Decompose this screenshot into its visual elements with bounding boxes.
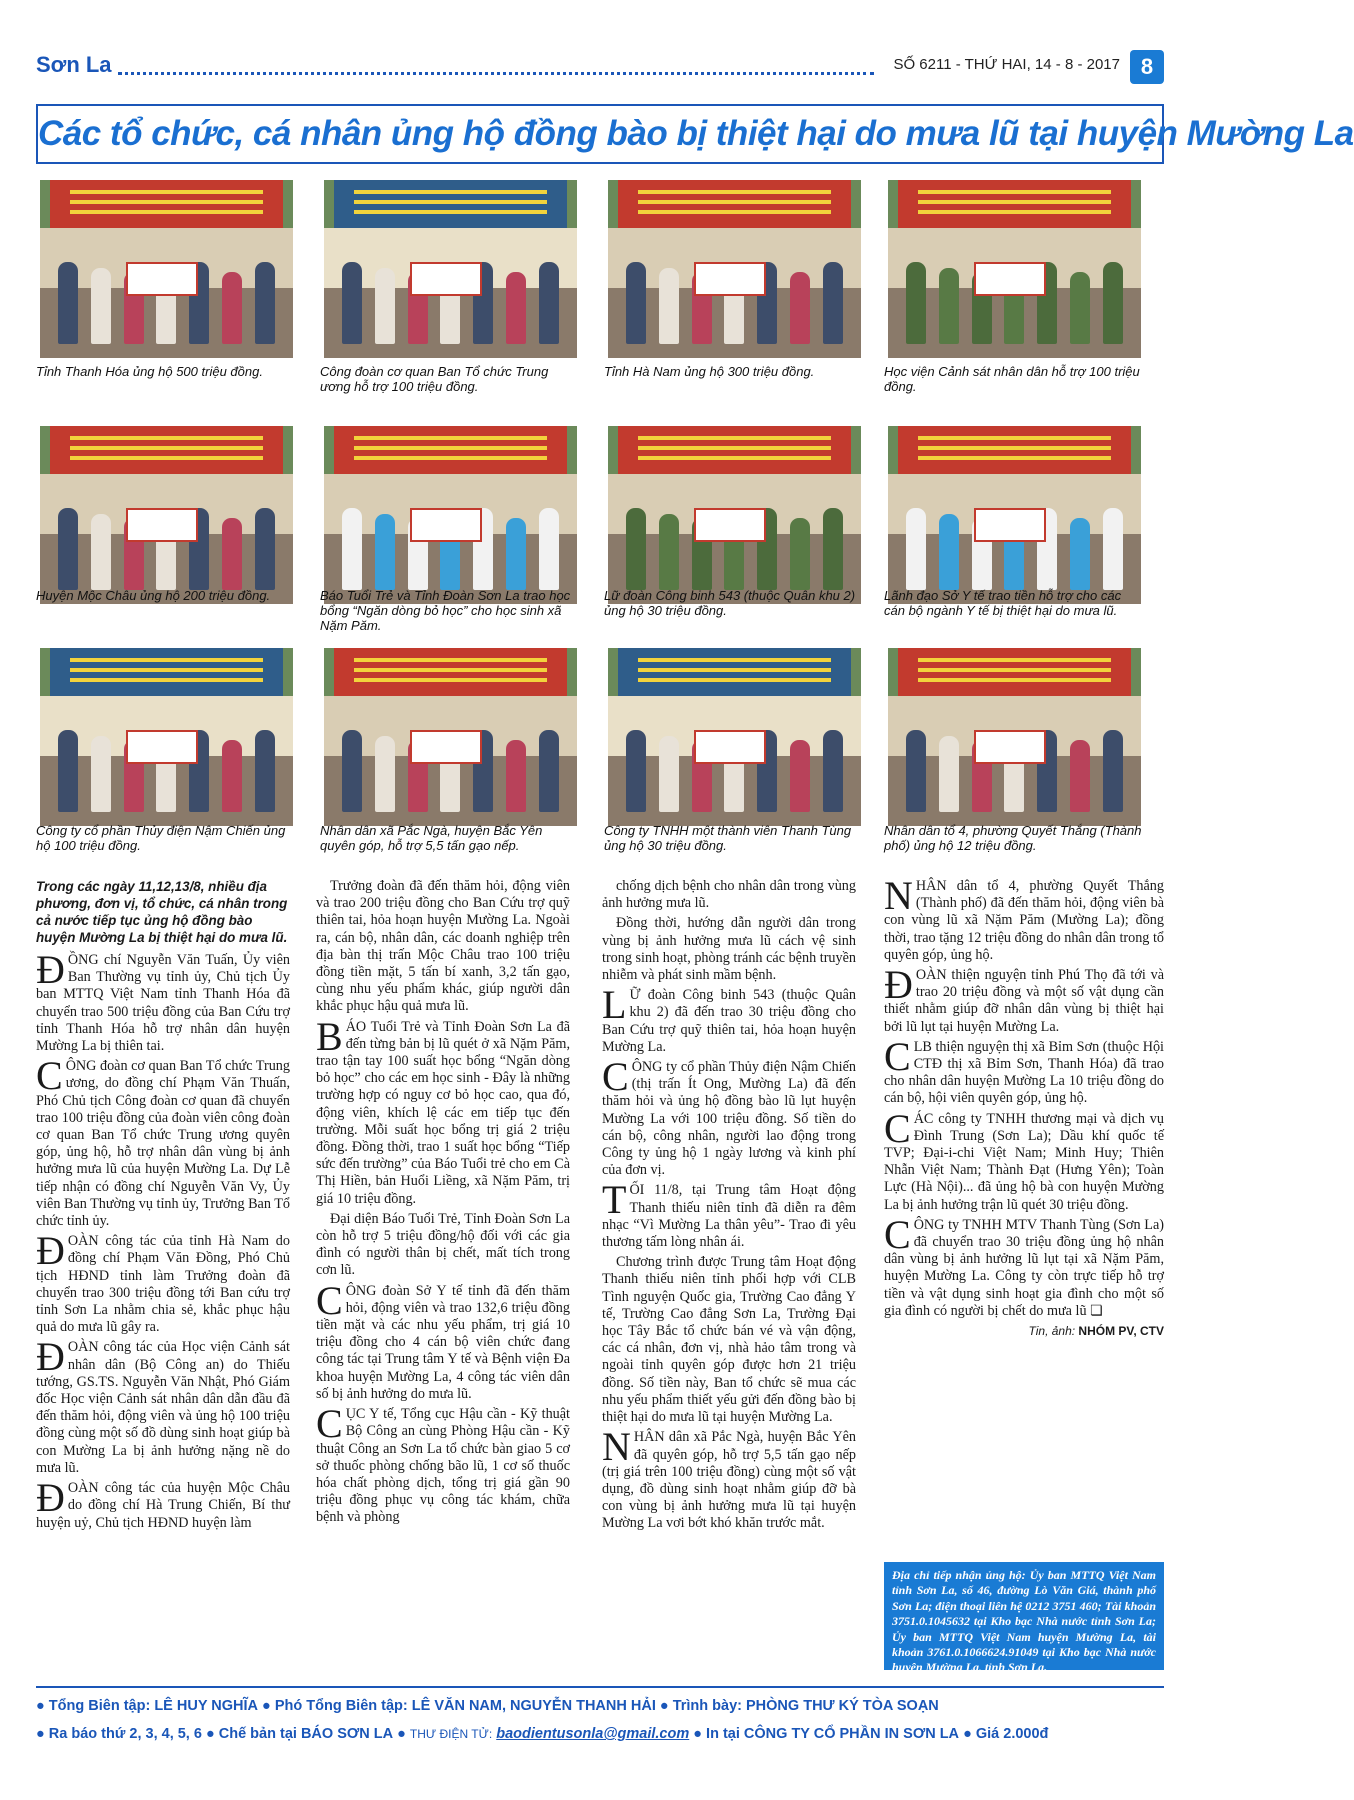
- article-paragraph: CÔNG ty TNHH MTV Thanh Tùng (Sơn La) đã chuyển trao 30 triệu đồng ủng hộ nhân dân vùng bị ảnh hưởng lũ lụt tại xã Nặm Păm, huyện Mường La. Công ty còn trực tiếp hỗ trợ tiền và vật dụng sinh hoạt gia đình cho một số gia đình có người bị chết do mưa lũ ❏: [884, 1211, 1164, 1319]
- page-number: 8: [1130, 50, 1164, 84]
- article-paragraph: chống dịch bệnh cho nhân dân trong vùng ảnh hưởng mưa lũ.: [602, 878, 856, 912]
- article-paragraph: NHÂN dân tổ 4, phường Quyết Thắng (Thành phố) đã đến thăm hỏi, động viên bà con vùng lũ xã Nặm Păm (Mường La); đồng thời, trao tặng 12 triệu đồng do nhân dân trong tổ quyên góp, ủng hộ.: [884, 873, 1164, 963]
- photo-11: [608, 648, 861, 826]
- price: Giá 2.000đ: [975, 1726, 1049, 1742]
- article-paragraph: CLB thiện nguyện thị xã Bỉm Sơn (thuộc Hội CTĐ thị xã Bỉm Sơn, Thanh Hóa) đã trao cho nhân dân huyện Mường La 10 triệu đồng do cán bộ, hội viên quyên góp, ủng hộ.: [884, 1033, 1164, 1107]
- photo-caption-1: Tỉnh Thanh Hóa ủng hộ 500 triệu đồng.: [36, 364, 263, 379]
- email-label: THƯ ĐIỆN TỬ:: [409, 1727, 493, 1741]
- prepress-info: Chế bản tại BÁO SƠN LA: [218, 1726, 394, 1742]
- footer-line-1: ● Tổng Biên tập: LÊ HUY NGHĨA ● Phó Tổng Biên tập: LÊ VĂN NAM, NGUYỄN THANH HẢI ● Trình bày: PHÒNG THƯ KÝ TÒA SOẠN: [36, 1698, 939, 1714]
- photo-caption-12: Nhân dân tổ 4, phường Quyết Thắng (Thành phố) ủng hộ 12 triệu đồng.: [884, 823, 1142, 853]
- article-paragraph: Chương trình được Trung tâm Hoạt động Thanh thiếu niên tỉnh phối hợp với CLB Tình nguyện Quốc gia, Trường Cao đẳng Y tế, Trường Cao đẳng Sơn La, Trường Đại học Tây Bắc tổ chức bán vé và vận động, các cá nhân, đơn vị, nhà hảo tâm trong và ngoài tỉnh quyên góp được hơn 21 triệu đồng. Số tiền này, Ban tổ chức sẽ mua các nhu yếu phẩm thiết yếu gửi đến đồng bào bị thiệt hại do mưa lũ tại huyện Mường La.: [602, 1254, 856, 1426]
- photo-caption-6: Báo Tuổi Trẻ và Tỉnh Đoàn Sơn La trao học bổng “Ngăn dòng bỏ học” cho học sinh xã Nặm Păm.: [320, 588, 571, 633]
- photo-caption-8: Lãnh đạo Sở Y tế trao tiền hỗ trợ cho các cán bộ ngành Y tế bị thiệt hại do mưa lũ.: [884, 588, 1122, 618]
- header-rule: [118, 72, 874, 75]
- photo-caption-3: Tỉnh Hà Nam ủng hộ 300 triệu đồng.: [604, 364, 815, 379]
- photo-10: [324, 648, 577, 826]
- article-paragraph: ĐỒNG chí Nguyễn Văn Tuấn, Ủy viên Ban Thường vụ tỉnh ủy, Chủ tịch Ủy ban MTTQ Việt Nam tỉnh Thanh Hóa đã chuyển trao 500 triệu đồng của Ban Cứu trợ tỉnh Thanh Hóa hỗ trợ nhân dân huyện Mường La bị thiên tai.: [36, 947, 290, 1055]
- headline-box: [36, 104, 1354, 164]
- photo-caption-2: Công đoàn cơ quan Ban Tổ chức Trung ương hỗ trợ 100 triệu đồng.: [320, 364, 549, 394]
- article-paragraph: CỤC Y tế, Tổng cục Hậu cần - Kỹ thuật Bộ Công an cùng Phòng Hậu cần - Kỹ thuật Công an Sơn La tổ chức bàn giao 5 cơ sở thuốc phòng chống bão lũ, 1 cơ số thuốc hóa chất phòng dịch, tổng trị giá gần 90 triệu đồng phục vụ công tác khám, chữa bệnh và phòng: [316, 1401, 570, 1526]
- masthead: [36, 50, 1164, 86]
- article-paragraph: LỮ đoàn Công binh 543 (thuộc Quân khu 2) đã đến trao 30 triệu đồng cho Ban Cứu trợ quỹ thiên tai, hỏa hoạn huyện Mường La.: [602, 982, 856, 1055]
- layout-dept: PHÒNG THƯ KÝ TÒA SOẠN: [746, 1698, 939, 1714]
- editor-name: LÊ HUY NGHĨA: [154, 1698, 258, 1714]
- end-mark-icon: ❏: [1090, 1302, 1103, 1319]
- photo-5: [40, 426, 293, 604]
- article-paragraph: CÔNG đoàn cơ quan Ban Tổ chức Trung ương, do đồng chí Phạm Văn Thuấn, Phó Chủ tịch Công đoàn cơ quan đã chuyển trao 100 triệu đồng của đoàn viên công đoàn cơ quan Ban Tổ chức Trung ương quyên góp, ủng hộ, hỗ trợ nhân dân vùng bị ảnh hưởng mưa lũ của huyện Mường La. Dự Lễ tiếp nhận có đồng chí Nguyễn Văn Vy, Ủy viên Ban Thường vụ tỉnh ủy, Trưởng Ban Tổ chức tỉnh ủy.: [36, 1053, 290, 1230]
- photo-caption-10: Nhân dân xã Pắc Ngà, huyện Bắc Yên quyên góp, hỗ trợ 5,5 tấn gạo nếp.: [320, 823, 543, 853]
- layout-label: Trình bày:: [672, 1698, 742, 1714]
- article-column-4: [884, 873, 1164, 1340]
- photo-7: [608, 426, 861, 604]
- article-paragraph: ĐOÀN công tác của Học viện Cảnh sát nhân dân (Bộ Công an) do Thiếu tướng, GS.TS. Nguyễn Văn Nhật, Phó Giám đốc Học viện Cảnh sát nhân dân dẫn đầu đã đến thăm hỏi, động viên và ủng hộ 100 triệu đồng cùng một số đồ dùng sinh hoạt giúp bà con Mường La bị ảnh hưởng nặng nề do mưa lũ.: [36, 1334, 290, 1476]
- headline: Các tổ chức, cá nhân ủng hộ đồng bào bị thiệt hại do mưa lũ tại huyện Mường La: [38, 114, 1354, 153]
- photo-3: [608, 180, 861, 358]
- article-paragraph: ĐOÀN công tác của tỉnh Hà Nam do đồng chí Phạm Văn Đồng, Phó Chủ tịch HĐND tỉnh làm Trưởng đoàn đã chuyển trao 300 triệu đồng tới Ban cứu trợ tỉnh Sơn La nhằm chia sẻ, khắc phục hậu quả do mưa lũ gây ra.: [36, 1228, 290, 1336]
- article-paragraph: ĐOÀN thiện nguyện tỉnh Phú Thọ đã tới và trao 20 triệu đồng và một số vật dụng cần thiết nhằm giúp đỡ nhân dân vùng bị thiệt hại bởi lũ lụt tại huyện Mường La.: [884, 962, 1164, 1035]
- article-paragraph: CÔNG ty cổ phần Thủy điện Nậm Chiến (thị trấn Ít Ong, Mường La) đã đến thăm hỏi và ủng hộ đồng bào lũ lụt huyện Mường La với 100 triệu đồng. Số tiền do cán bộ, công nhân, người lao động trong Công ty ủng hộ 1 ngày lương và kinh phí của đơn vị.: [602, 1054, 856, 1179]
- byline-prefix: Tin, ảnh:: [1028, 1324, 1079, 1339]
- photo-2: [324, 180, 577, 358]
- publishing-schedule: Ra báo thứ 2, 3, 4, 5, 6: [48, 1726, 202, 1742]
- article-lead: Trong các ngày 11,12,13/8, nhiều địa phương, đơn vị, tổ chức, cá nhân trong cả nước tiếp tục ủng hộ đồng bào huyện Mường La bị thiệt hại do mưa lũ.: [36, 879, 288, 945]
- photo-caption-5: Huyện Mộc Châu ủng hộ 200 triệu đồng.: [36, 588, 271, 603]
- article-column-2: [316, 878, 570, 1530]
- article-paragraph: CÁC công ty TNHH thương mại và dịch vụ Đình Trung (Sơn La); Dầu khí quốc tế TVP; Đại-i-chi Việt Nam; Minh Huy; Thiên Nhẫn Việt Nam; Thành Đạt (Hưng Yên); Toàn Lực (Hà Nội)... đã ủng hộ bà con huyện Mường La bị ảnh hưởng trận lũ quét 30 triệu đồng.: [884, 1105, 1164, 1213]
- donation-info-box: Địa chỉ tiếp nhận ủng hộ: Ủy ban MTTQ Việt Nam tỉnh Sơn La, số 46, đường Lò Văn Giá, thành phố Sơn La; điện thoại liên hệ 0212 3751 460; Tài khoản 3751.0.1045632 tại Kho bạc Nhà nước tỉnh Sơn La; Ủy ban MTTQ Việt Nam huyện Mường La, tài khoản 3761.0.1066624.91049 tại Kho bạc Nhà nước huyện Mường La, tỉnh Sơn La.: [884, 1562, 1164, 1670]
- printer-info: In tại CÔNG TY CỔ PHẦN IN SƠN LA: [706, 1726, 960, 1742]
- footer: [36, 1686, 1164, 1756]
- section-name: Sơn La: [36, 52, 112, 77]
- article-column-1: [36, 878, 290, 1535]
- photo-12: [888, 648, 1141, 826]
- article-paragraph: ĐOÀN công tác của huyện Mộc Châu do đồng chí Hà Trung Chiến, Bí thư huyện uỷ, Chủ tịch HĐND huyện làm: [36, 1475, 290, 1531]
- article-paragraph: Đại diện Báo Tuổi Trẻ, Tỉnh Đoàn Sơn La còn hỗ trợ 5 triệu đồng/hộ đối với các gia đình có người thân bị chết, mất tích trong cơn lũ.: [316, 1210, 570, 1279]
- photo-caption-11: Công ty TNHH một thành viên Thanh Tùng ủng hộ 30 triệu đồng.: [604, 823, 852, 853]
- article-paragraph: TỐI 11/8, tại Trung tâm Hoạt động Thanh thiếu niên tỉnh đã diễn ra đêm nhạc “Vì Mường La thân yêu”- Trao đi yêu thương tấm lòng nhân ái.: [602, 1177, 856, 1251]
- article-paragraph: Trưởng đoàn đã đến thăm hỏi, động viên và trao 200 triệu đồng cho Ban Cứu trợ quỹ thiên tai, hỏa hoạn huyện Mường La. Ngoài ra, cán bộ, nhân dân, các doanh nghiệp trên địa bàn thị trấn Mộc Châu trao 100 triệu đồng tiền mặt, 5 tấn bí xanh, 3,2 tấn gạo, cùng nhu yếu phẩm khác, giúp người dân khắc phục hậu quả mưa lũ.: [316, 878, 570, 1015]
- byline: [884, 1323, 1164, 1340]
- photo-6: [324, 426, 577, 604]
- issue-info: SỐ 6211 - THỨ HAI, 14 - 8 - 2017: [893, 56, 1120, 73]
- email-link[interactable]: baodientusonla@gmail.com: [496, 1726, 690, 1742]
- editor-label: Tổng Biên tập:: [48, 1698, 151, 1714]
- photo-4: [888, 180, 1141, 358]
- photo-caption-4: Học viện Cảnh sát nhân dân hỗ trợ 100 triệu đồng.: [884, 364, 1140, 394]
- photo-caption-9: Công ty cổ phần Thủy điện Nậm Chiến ủng hộ 100 triệu đồng.: [36, 823, 286, 853]
- article-paragraph: BÁO Tuổi Trẻ và Tỉnh Đoàn Sơn La đã đến từng bản bị lũ quét ở xã Nặm Păm, trao tận tay 100 suất học bổng “Ngăn dòng bỏ học” cho các em học sinh - Đây là những trường hợp có nguy cơ bỏ học cao, qua đó, động viên, khích lệ các em tiếp tục đến trường. Mỗi suất học bổng trị giá 2 triệu đồng. Đồng thời, trao 1 suất học bổng “Tiếp sức đến trường” của Báo Tuổi trẻ cho em Cà Thị Hiền, bản Huổi Liềng, xã Nặm Păm, trị giá 10 triệu đồng.: [316, 1013, 570, 1207]
- photo-1: [40, 180, 293, 358]
- photo-caption-7: Lữ đoàn Công binh 543 (thuộc Quân khu 2) ủng hộ 30 triệu đồng.: [604, 588, 856, 618]
- footer-line-2: ● Ra báo thứ 2, 3, 4, 5, 6 ● Chế bản tại BÁO SƠN LA ● THƯ ĐIỆN TỬ: baodientusonla@gmail.com ● In tại CÔNG TY CỔ PHẦN IN SƠN LA ● Giá 2.000đ: [36, 1726, 1049, 1742]
- article-column-3: [602, 878, 856, 1536]
- article-paragraph: Đồng thời, hướng dẫn người dân trong vùng bị ảnh hưởng mưa lũ cách vệ sinh trong sinh hoạt, phòng tránh các bệnh truyền nhiễm và phát sinh mầm bệnh.: [602, 915, 856, 984]
- deputy-label: Phó Tổng Biên tập:: [274, 1698, 408, 1714]
- photo-9: [40, 648, 293, 826]
- photo-8: [888, 426, 1141, 604]
- deputy-names: LÊ VĂN NAM, NGUYỄN THANH HẢI: [411, 1698, 656, 1714]
- article-paragraph: NHÂN dân xã Pắc Ngà, huyện Bắc Yên đã quyên góp, hỗ trợ 5,5 tấn gạo nếp (trị giá trên 100 triệu đồng) cùng một số vật dụng, đồ dùng sinh hoạt nhằm giúp đỡ bà con vùng bị ảnh hưởng mưa lũ tại huyện Mường La vơi bớt khó khăn trước mắt.: [602, 1424, 856, 1532]
- byline-name: NHÓM PV, CTV: [1078, 1324, 1164, 1339]
- article-paragraph: CÔNG đoàn Sở Y tế tỉnh đã đến thăm hỏi, động viên và trao 132,6 triệu đồng tiền mặt và các nhu yếu phẩm, trị giá 10 triệu đồng cho 4 cán bộ viên chức đang công tác tại Trung tâm Y tế và Bệnh viện Đa khoa huyện Mường La, 4 công tác viên dân số bị ảnh hưởng do mưa lũ.: [316, 1277, 570, 1402]
